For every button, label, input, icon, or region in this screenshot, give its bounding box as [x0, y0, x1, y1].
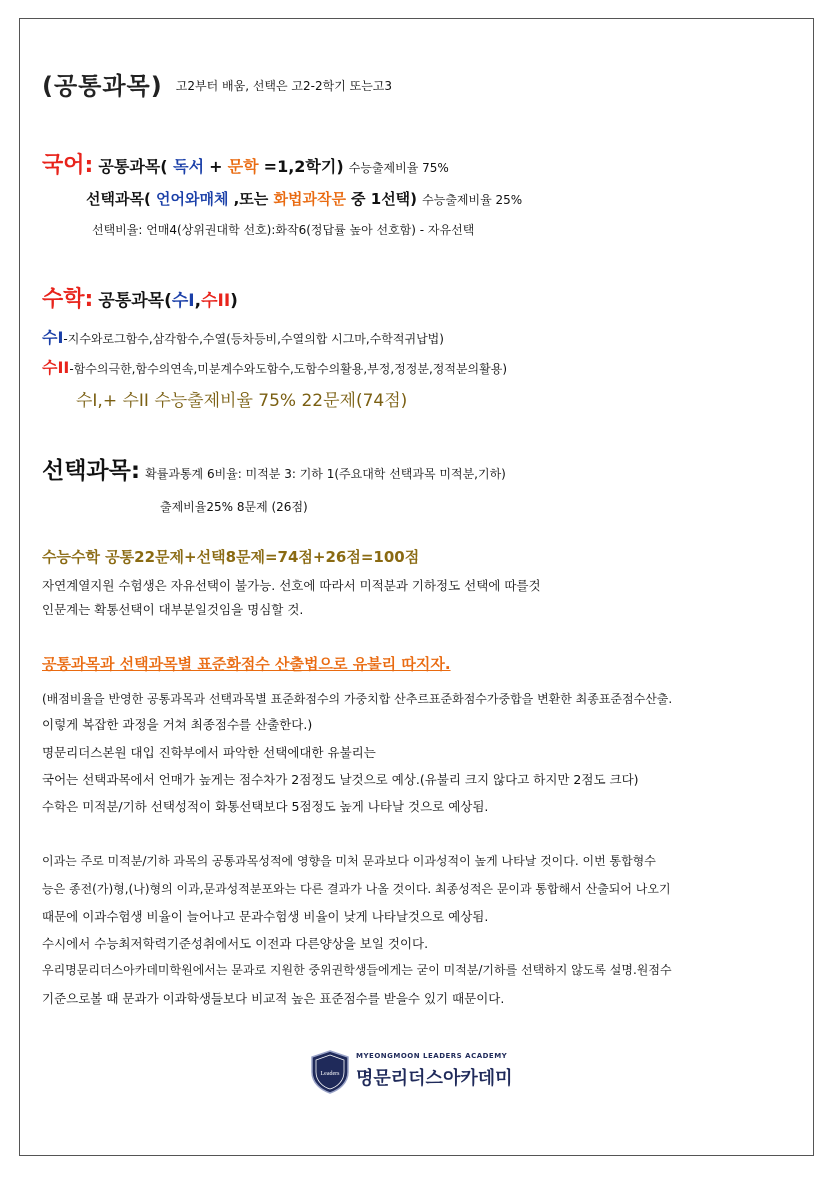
analysis-line: 명문리더스본원 대입 진학부에서 파악한 선택에대한 유불리는	[42, 745, 376, 760]
korean-language-media: 언어와매체	[156, 190, 229, 208]
academy-logo	[310, 1050, 520, 1096]
math-1-title: 수I	[171, 291, 195, 311]
math-title	[42, 282, 238, 313]
exam-p1: 자연계열지원 수험생은 자유선택이 불가능. 선호에 따라서 미적분과 기하정도 선택에 따를것	[42, 578, 541, 593]
math-2-line	[42, 355, 507, 378]
header-note: 고2부터 배움, 선택은 고2-2학기 또는고3	[175, 79, 393, 93]
math-2-text: -함수의극한,함수의연속,미분계수와도함수,도함수의활용,부정,정정분,정적분의활용)	[69, 362, 507, 376]
korean-line-2	[86, 188, 522, 209]
korean-common: 공통과목(	[98, 157, 174, 176]
analysis-line: 이과는 주로 미적분/기하 과목의 공통과목성적에 영향을 미처 문과보다 이과성적이 높게 나타날 것이다. 이번 통합형수	[42, 854, 656, 868]
math-common: 공통과목(	[98, 291, 172, 311]
exam-title: 수능수학 공통22문제+선택8문제=74점+26점=100점	[42, 548, 420, 566]
analysis-line: 국어는 선택과목에서 언매가 높게는 점수차가 2점정도 날것으로 예상.(유불리 크지 않다고 하지만 2점도 크다)	[42, 772, 639, 787]
math-1-line	[42, 325, 444, 348]
elective-line	[42, 452, 506, 485]
korean-elective: 선택과목(	[86, 190, 157, 208]
korean-choose-one: 중 1선택)	[351, 190, 418, 208]
exam-p2: 인문계는 확통선택이 대부분일것임을 명심할 것.	[42, 602, 304, 617]
korean-line-1	[42, 148, 449, 179]
korean-line-3: 선택비율: 언매4(상위권대학 선호):화작6(정답률 높아 선호함) - 자유선택	[92, 223, 475, 237]
korean-plus: +	[209, 157, 223, 176]
math-2-label: 수II	[42, 358, 70, 377]
analysis-line: 우리명문리더스아카데미학원에서는 문과로 지원한 중위권학생들에게는 굳이 미적분/기하를 선택하지 않도록 설명.원점수	[42, 963, 672, 977]
page-title: (공통과목)	[42, 72, 163, 100]
math-2-title: 수II	[201, 291, 231, 311]
korean-or: ,또는	[233, 190, 274, 208]
logo-emblem-text: Leaders	[320, 1071, 340, 1077]
korean-reading: 독서	[173, 157, 205, 176]
math-label: 수학:	[42, 287, 94, 312]
math-summary: 수I,+ 수II 수능출제비율 75% 22문제(74점)	[76, 391, 408, 411]
math-paren: )	[230, 291, 238, 311]
analysis-line: 기준으로볼 때 문과가 이과학생들보다 비교적 높은 표준점수를 받을수 있기 때문이다.	[42, 991, 505, 1006]
korean-label: 국어:	[42, 153, 94, 178]
korean-common-rate: 수능출제비율 75%	[348, 161, 449, 175]
math-1-text: -지수와로그함수,삼각함수,수열(등차등비,수열의합 시그마,수학적귀납법)	[63, 332, 444, 346]
analysis-line: (배점비율을 반영한 공통과목과 선택과목별 표준화점수의 가중치합 산추르표준화점수가중합을 변환한 최종표준점수산출.	[42, 692, 673, 706]
logo-korean: 명문리더스아카데미	[356, 1068, 513, 1089]
analysis-line: 때문에 이과수험생 비율이 늘어나고 문과수험생 비율이 낮게 나타날것으로 예상됨.	[42, 909, 489, 924]
analysis-line: 수학은 미적분/기하 선택성적이 화통선택보다 5점정도 높게 나타날 것으로 예상됨.	[42, 799, 489, 814]
elective-ratio: 확률과통계 6비율: 미적분 3: 기하 1(주요대학 선택과목 미적분,기하)	[145, 467, 506, 481]
korean-speech-writing: 화법과작문	[273, 190, 346, 208]
korean-semester: =1,2학기)	[263, 157, 344, 176]
analysis-heading: 공통과목과 선택과목별 표준화점수 산출법으로 유불리 따지자.	[42, 655, 451, 673]
header-line	[42, 66, 392, 101]
analysis-line: 이렇게 복잡한 과정을 거쳐 최종점수를 산출한다.)	[42, 717, 313, 732]
logo-english: MYEONGMOON LEADERS ACADEMY	[356, 1052, 508, 1060]
analysis-line: 능은 종전(가)형,(나)형의 이과,문과성적분포와는 다른 결과가 나올 것이다. 최종성적은 문이과 통합해서 산출되어 나오기	[42, 882, 671, 896]
math-1-label: 수I	[42, 328, 64, 347]
korean-literature: 문학	[227, 157, 259, 176]
math-comma: ,	[194, 291, 202, 311]
korean-elective-rate: 수능출제비율 25%	[422, 193, 523, 207]
elective-share: 출제비율25% 8문제 (26점)	[160, 500, 308, 514]
elective-label: 선택과목:	[42, 458, 141, 484]
shield-icon	[310, 1050, 350, 1094]
analysis-line: 수시에서 수능최저학력기준성취에서도 이전과 다른양상을 보일 것이다.	[42, 936, 429, 951]
